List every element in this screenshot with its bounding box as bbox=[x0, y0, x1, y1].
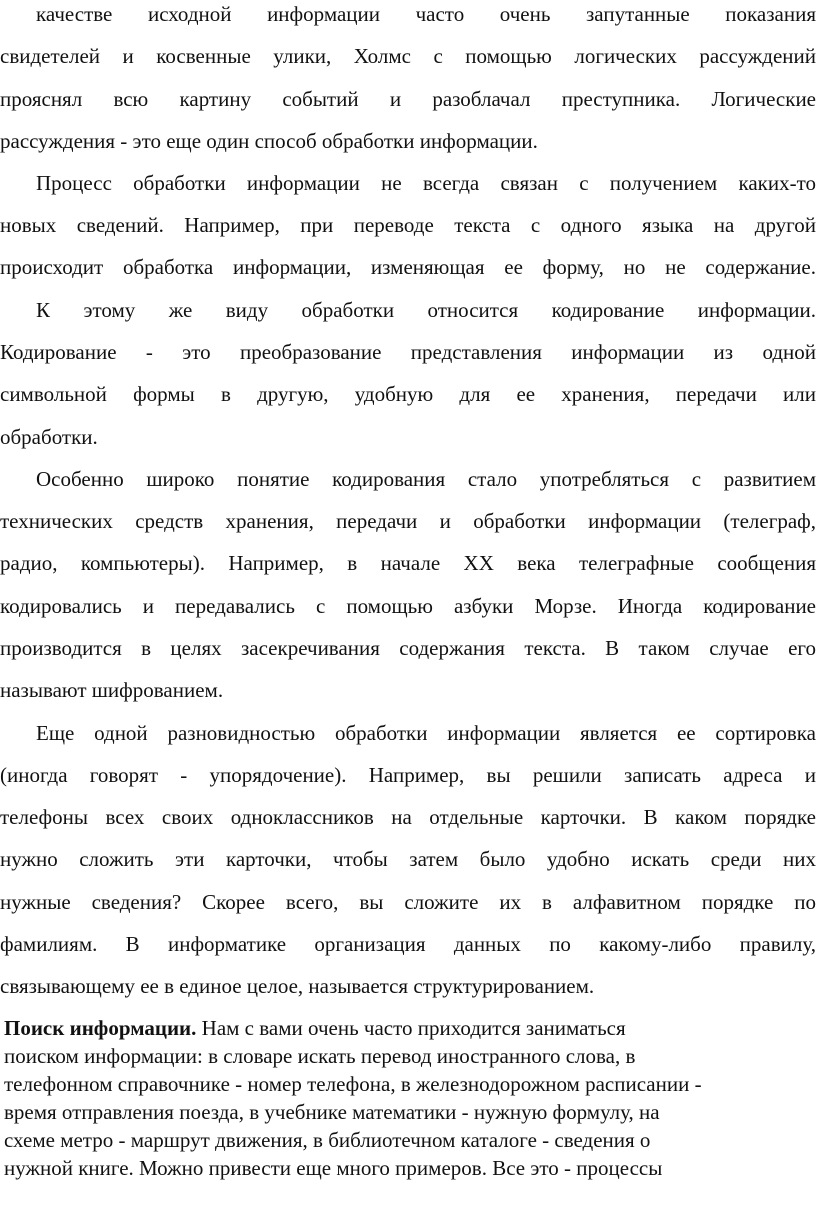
text-line: Процесс обработки информации не всегда связан с получением каких-то bbox=[36, 171, 816, 195]
text-line: схеме метро - маршрут движения, в библиотечном каталоге - сведения о bbox=[4, 1128, 651, 1152]
text-line: новых сведений. Например, при переводе текста с одного языка на другой bbox=[0, 213, 816, 237]
text-line: качестве исходной информации часто очень запутанные показания bbox=[36, 2, 816, 26]
text-line: свидетелей и косвенные улики, Холмс с помощью логических рассуждений bbox=[0, 44, 816, 68]
text-line: Еще одной разновидностью обработки информации является ее сортировка bbox=[36, 721, 816, 745]
text-line: рассуждения - это еще один способ обработки информации. bbox=[0, 129, 538, 153]
text-line: Кодирование - это преобразование представления информации из одной bbox=[0, 340, 816, 364]
text-line: поиском информации: в словаре искать перевод иностранного слова, в bbox=[4, 1044, 636, 1068]
text-line: нужно сложить эти карточки, чтобы затем было удобно искать среди них bbox=[0, 847, 816, 871]
section-heading: Поиск информации. bbox=[4, 1016, 197, 1040]
text-line: время отправления поезда, в учебнике математики - нужную формулу, на bbox=[4, 1100, 660, 1124]
text-span: Нам с вами очень часто приходится заниматься bbox=[196, 1016, 626, 1040]
text-line: (иногда говорят - упорядочение). Например, вы решили записать адреса и bbox=[0, 763, 816, 787]
text-line: символьной формы в другую, удобную для ее хранения, передачи или bbox=[0, 382, 816, 406]
text-line: технических средств хранения, передачи и обработки информации (телеграф, bbox=[0, 509, 816, 533]
text-line: нужной книге. Можно привести еще много примеров. Все это - процессы bbox=[4, 1156, 663, 1180]
text-line: прояснял всю картину событий и разоблачал преступника. Логические bbox=[0, 87, 816, 111]
text-line: фамилиям. В информатике организация данных по какому-либо правилу, bbox=[0, 932, 816, 956]
text-line: телефонном справочнике - номер телефона, в железнодорожном расписании - bbox=[4, 1072, 702, 1096]
text-line: радио, компьютеры). Например, в начале XX века телеграфные сообщения bbox=[0, 551, 816, 575]
text-line: телефоны всех своих одноклассников на отдельные карточки. В каком порядке bbox=[0, 805, 816, 829]
text-line: называют шифрованием. bbox=[0, 678, 224, 702]
text-line: происходит обработка информации, изменяющая ее форму, но не содержание. bbox=[0, 255, 816, 279]
text-line: кодировались и передавались с помощью азбуки Морзе. Иногда кодирование bbox=[0, 594, 816, 618]
text-line: обработки. bbox=[0, 425, 98, 449]
text-line: Особенно широко понятие кодирования стало употребляться с развитием bbox=[36, 467, 816, 491]
text-line: К этому же виду обработки относится кодирование информации. bbox=[36, 298, 816, 322]
section-first-line bbox=[4, 1016, 816, 1041]
text-line: связывающему ее в единое целое, называется структурированием. bbox=[0, 974, 595, 998]
text-line: производится в целях засекречивания содержания текста. В таком случае его bbox=[0, 636, 816, 660]
text-line: нужные сведения? Скорее всего, вы сложите их в алфавитном порядке по bbox=[0, 890, 816, 914]
